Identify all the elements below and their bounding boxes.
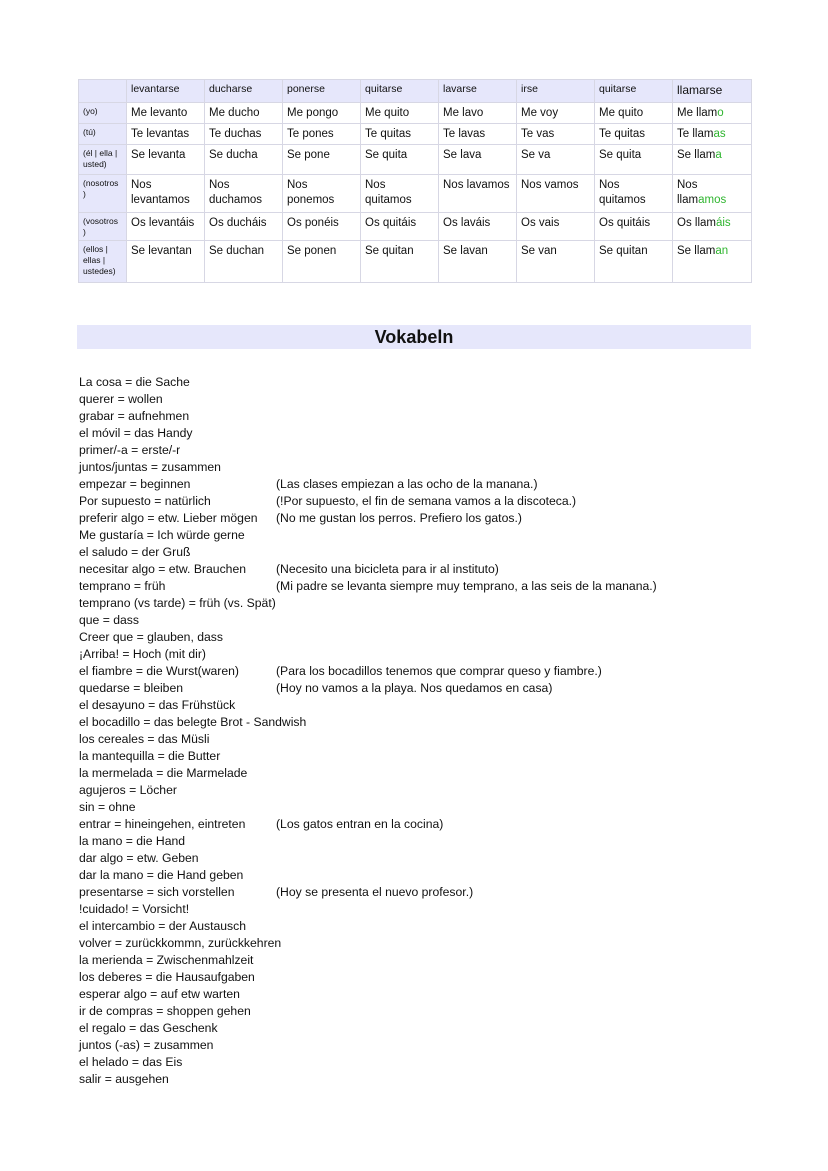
vocab-term: empezar = beginnen [79,477,191,491]
conjugation-cell: Se lavan [439,241,517,283]
conjugation-cell: Se levanta [127,145,205,175]
vocab-item [79,884,779,901]
conjugation-cell: Nos vamos [517,175,595,213]
vocab-item [79,850,779,867]
table-row [79,103,752,124]
conjugation-cell: Os quitáis [595,213,673,241]
vocab-term: la mano = die Hand [79,834,186,848]
vocabulary-title: Vokabeln [374,327,454,347]
vocab-term: grabar = aufnehmen [79,409,190,423]
vocab-term: preferir algo = etw. Lieber mögen [79,511,258,525]
vocab-item [79,408,779,425]
vocab-term: querer = wollen [79,392,163,406]
conjugation-cell: Se quita [595,145,673,175]
vocab-item [79,374,779,391]
conjugation-cell: Se ducha [205,145,283,175]
table-header-cell: quitarse [595,80,673,103]
vocab-term: el fiambre = die Wurst(waren) [79,664,239,678]
vocab-term: la mermelada = die Marmelade [79,766,248,780]
verb-ending-highlight: o [717,107,724,119]
verb-ending-highlight: amos [698,194,727,206]
conjugation-cell: Te quitas [595,124,673,145]
vocab-term: entrar = hineingehen, eintreten [79,817,246,831]
vocab-term: volver = zurückkommn, zurückkehren [79,936,282,950]
conjugation-cell: Me lavo [439,103,517,124]
conjugation-cell: Os ponéis [283,213,361,241]
conjugation-cell: Me ducho [205,103,283,124]
conjugation-cell: Nos levantamos [127,175,205,213]
conjugation-table [78,79,752,283]
vocab-item [79,867,779,884]
conjugation-cell: Os vais [517,213,595,241]
table-row [79,175,752,213]
vocab-item [79,578,779,595]
pronoun-cell: (él | ella | usted) [79,145,127,175]
table-row [79,145,752,175]
vocab-term: agujeros = Löcher [79,783,177,797]
vocab-item [79,595,779,612]
conjugation-cell: Se quitan [361,241,439,283]
conjugation-cell: Nos quitamos [361,175,439,213]
vocab-term: temprano (vs tarde) = früh (vs. Spät) [79,596,276,610]
conjugation-cell: Os ducháis [205,213,283,241]
verb-stem: Te llam [677,128,714,140]
vocab-item [79,612,779,629]
vocab-item [79,748,779,765]
conjugation-cell: Nos quitamos [595,175,673,213]
conjugation-cell: Nos duchamos [205,175,283,213]
vocab-item [79,782,779,799]
vocab-example: (No me gustan los perros. Prefiero los gatos.) [276,511,522,525]
conjugation-cell: Nos lavamos [439,175,517,213]
conjugation-cell: Te quitas [361,124,439,145]
table-header-cell: llamarse [673,80,752,103]
conjugation-cell-llamarse [673,124,752,145]
vocab-item [79,510,779,527]
vocab-term: los deberes = die Hausaufgaben [79,970,255,984]
vocab-term: temprano = früh [79,579,166,593]
conjugation-cell: Se pone [283,145,361,175]
vocab-example: (Hoy no vamos a la playa. Nos quedamos en casa) [276,681,553,695]
vocab-term: el intercambio = der Austausch [79,919,246,933]
conjugation-cell: Me voy [517,103,595,124]
table-row [79,124,752,145]
pronoun-cell: (ellos | ellas | ustedes) [79,241,127,283]
vocab-term: el saludo = der Gruß [79,545,191,559]
vocab-example: (Necesito una bicicleta para ir al instituto) [276,562,499,576]
vocab-item [79,629,779,646]
conjugation-cell-llamarse [673,213,752,241]
vocabulary-list [79,374,779,1088]
vocab-item [79,1020,779,1037]
vocab-term: juntos (-as) = zusammen [79,1038,214,1052]
vocab-term: la merienda = Zwischenmahlzeit [79,953,254,967]
table-header-cell: lavarse [439,80,517,103]
conjugation-cell: Te pones [283,124,361,145]
conjugation-cell-llamarse [673,103,752,124]
conjugation-cell: Se van [517,241,595,283]
conjugation-cell: Te vas [517,124,595,145]
verb-ending-highlight: áis [715,217,731,229]
conjugation-cell: Se duchan [205,241,283,283]
conjugation-cell-llamarse [673,145,752,175]
vocab-term: dar algo = etw. Geben [79,851,199,865]
vocab-item [79,1071,779,1088]
verb-ending-highlight: an [715,245,729,257]
vocab-term: el desayuno = das Frühstück [79,698,236,712]
vocab-item [79,697,779,714]
vocab-term: juntos/juntas = zusammen [79,460,221,474]
conjugation-cell: Te lavas [439,124,517,145]
vocab-item [79,1037,779,1054]
conjugation-cell: Se levantan [127,241,205,283]
vocab-term: ir de compras = shoppen gehen [79,1004,251,1018]
vocab-term: los cereales = das Müsli [79,732,210,746]
vocab-term: La cosa = die Sache [79,375,190,389]
vocab-item [79,646,779,663]
conjugation-cell: Se quitan [595,241,673,283]
verb-stem: Os llam [677,217,716,229]
vocab-term: ¡Arriba! = Hoch (mit dir) [79,647,206,661]
vocab-item [79,1054,779,1071]
vocab-example: (Los gatos entran en la cocina) [276,817,444,831]
table-header-cell: quitarse [361,80,439,103]
vocab-term: el móvil = das Handy [79,426,193,440]
conjugation-cell: Se lava [439,145,517,175]
vocab-item [79,425,779,442]
vocab-item [79,816,779,833]
conjugation-cell: Os levantáis [127,213,205,241]
pronoun-cell: (tú) [79,124,127,145]
verb-stem: Se llam [677,149,716,161]
conjugation-cell: Te levantas [127,124,205,145]
conjugation-cell: Me pongo [283,103,361,124]
vocab-item [79,714,779,731]
vocab-item [79,765,779,782]
table-row [79,241,752,283]
vocab-item [79,833,779,850]
vocab-item [79,561,779,578]
vocab-term: primer/-a = erste/-r [79,443,181,457]
pronoun-cell: (yo) [79,103,127,124]
vocab-item [79,799,779,816]
verb-stem: Nos llam [677,179,699,206]
vocab-example: (Mi padre se levanta siempre muy temprano, a las seis de la manana.) [276,579,657,593]
vocabulary-heading-band [77,325,751,349]
conjugation-cell-llamarse [673,241,752,283]
conjugation-cell: Me quito [595,103,673,124]
conjugation-cell: Se ponen [283,241,361,283]
vocab-item [79,391,779,408]
vocab-term: dar la mano = die Hand geben [79,868,244,882]
conjugation-cell: Os quitáis [361,213,439,241]
vocab-term: el helado = das Eis [79,1055,183,1069]
vocab-example: (!Por supuesto, el fin de semana vamos a la discoteca.) [276,494,577,508]
conjugation-cell: Nos ponemos [283,175,361,213]
vocab-example: (Para los bocadillos tenemos que comprar queso y fiambre.) [276,664,602,678]
vocab-term: Me gustaría = Ich würde gerne [79,528,245,542]
vocab-term: que = dass [79,613,139,627]
conjugation-cell: Os laváis [439,213,517,241]
pronoun-cell: (nosotros ) [79,175,127,213]
table-header-row [79,80,752,103]
conjugation-cell: Te duchas [205,124,283,145]
pronoun-cell: (vosotros ) [79,213,127,241]
verb-stem: Se llam [677,245,716,257]
vocab-term: Por supuesto = natürlich [79,494,211,508]
conjugation-cell-llamarse [673,175,752,213]
vocab-term: !cuidado! = Vorsicht! [79,902,190,916]
vocab-item [79,459,779,476]
vocab-item [79,969,779,986]
table-header-cell: levantarse [127,80,205,103]
vocab-item [79,476,779,493]
conjugation-cell: Me levanto [127,103,205,124]
verb-ending-highlight: as [713,128,726,140]
vocab-item [79,986,779,1003]
verb-stem: Me llam [677,107,718,119]
vocab-item [79,680,779,697]
vocab-term: salir = ausgehen [79,1072,169,1086]
vocab-item [79,527,779,544]
vocab-item [79,901,779,918]
table-header-cell: ducharse [205,80,283,103]
vocab-term: el regalo = das Geschenk [79,1021,218,1035]
vocab-item [79,544,779,561]
verb-ending-highlight: a [715,149,722,161]
vocab-term: Creer que = glauben, dass [79,630,223,644]
conjugation-cell: Se quita [361,145,439,175]
table-header-cell: irse [517,80,595,103]
vocab-item [79,918,779,935]
vocab-term: quedarse = bleiben [79,681,184,695]
vocab-term: necesitar algo = etw. Brauchen [79,562,247,576]
vocab-item [79,1003,779,1020]
vocab-item [79,935,779,952]
vocab-term: presentarse = sich vorstellen [79,885,235,899]
table-header-cell: ponerse [283,80,361,103]
vocab-item [79,663,779,680]
vocab-example: (Las clases empiezan a las ocho de la manana.) [276,477,538,491]
conjugation-cell: Me quito [361,103,439,124]
table-row [79,213,752,241]
vocab-item [79,493,779,510]
vocab-term: la mantequilla = die Butter [79,749,221,763]
vocab-term: esperar algo = auf etw warten [79,987,240,1001]
vocab-item [79,442,779,459]
vocab-term: el bocadillo = das belegte Brot - Sandwish [79,715,307,729]
vocab-term: sin = ohne [79,800,136,814]
conjugation-cell: Se va [517,145,595,175]
vocab-item [79,731,779,748]
vocab-example: (Hoy se presenta el nuevo profesor.) [276,885,474,899]
table-corner-cell [79,80,127,103]
vocab-item [79,952,779,969]
